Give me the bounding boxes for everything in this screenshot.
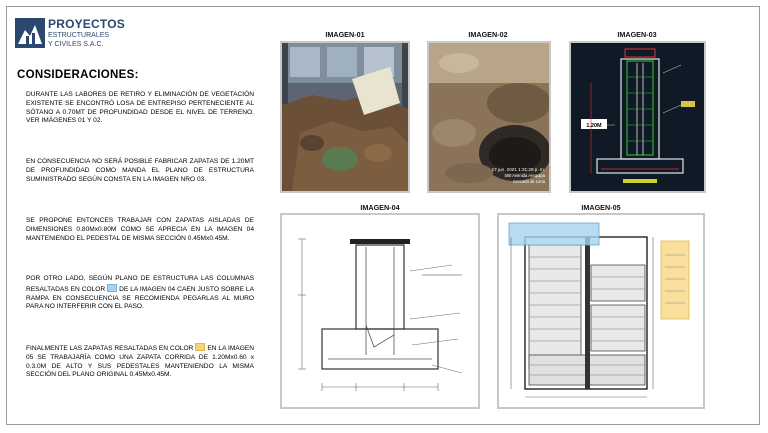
paragraph-4-start: POR OTRO LADO, SEGÚN PLANO DE ESTRUCTURA LAS COLUMNAS RESALTADAS EN COLOR [26,275,254,293]
paragraph-4 [26,275,254,312]
paragraph-3: SE PROPONE ENTONCES TRABAJAR CON ZAPATAS AISLADAS DE DIMENSIONES 0.80Mx0.80M COMO SE APRECIA EN LA IMAGEN 04 MANTENIENDO EL PEDESTAL DE MISMA SECCIÓN 0.45Mx0.45M. [26,217,254,242]
blue-highlight-swatch [107,284,117,292]
photo-timestamp: 17 jun. 2021 1:31:29 p. m. [491,167,545,172]
logo-subtitle-1: ESTRUCTURALES [48,32,110,39]
logo-title: PROYECTOS [48,17,125,31]
building-logo-icon [15,16,45,50]
image-05-foundation-plan [497,213,705,409]
image-03-title: IMAGEN-03 [617,30,657,39]
logo-subtitle-2: Y CIVILES S.A.C. [48,41,104,48]
depth-label: 1.20M [586,123,602,129]
paragraph-4-end: DE LA IMAGEN 04 CAEN JUSTO SOBRE LA RAMPA EN CONSECUENCIA SE RECOMIENDA PEGARLAS AL MURO PARA NO INTERFERIR CON EL PASO. [26,285,254,311]
image-04-footing-detail [280,213,480,409]
image-03-cad-drawing [569,41,706,193]
image-04-title: IMAGEN-04 [360,203,400,212]
photo-district: Cercado de Lima [513,179,545,184]
photo-address: 480 Avenida Arequipa [504,173,545,178]
image-01-title: IMAGEN-01 [325,30,365,39]
paragraph-5 [26,343,254,380]
section-heading: CONSIDERACIONES: [17,69,139,81]
image-02-photo [427,41,551,193]
image-01-photo [280,41,410,193]
company-logo [15,16,155,58]
paragraph-1: DURANTE LAS LABORES DE RETIRO Y ELIMINACIÓN DE VEGETACIÓN EXISTENTE SE ENCONTRÓ LOSA DE ENTREPISO PERTENECIENTE AL SÓTANO A 0.70MT DE PROFUNDIDAD DESDE EL NIVEL DE TERRENO. VER IMÁGENES 01 Y 02. [26,91,254,125]
paragraph-5-start: FINALMENTE LAS ZAPATAS RESALTADAS EN COLOR [26,345,194,352]
yellow-highlight-swatch [195,343,205,351]
image-05-title: IMAGEN-05 [581,203,621,212]
paragraph-5-end: EN LA IMAGEN 05 SE TRABAJARÍA COMO UNA ZAPATA CORRIDA DE 1.20Mx0.60 x 0.3.0M DE ALTO Y SUS PEDESTALES MANTENIENDO LA MISMA SECCIÓN DEL PLANO ORIGINAL 0.45Mx0.45M. [26,345,254,379]
image-02-title: IMAGEN-02 [468,30,508,39]
paragraph-2: EN CONSECUENCIA NO SERÁ POSIBLE FABRICAR ZAPATAS DE 1.20MT DE PROFUNDIDAD COMO MANDA EL PLANO DE ESTRUCTURA SUMINISTRADO SEGÚN CONSTA EN LA IMAGEN NRO 03. [26,158,254,183]
